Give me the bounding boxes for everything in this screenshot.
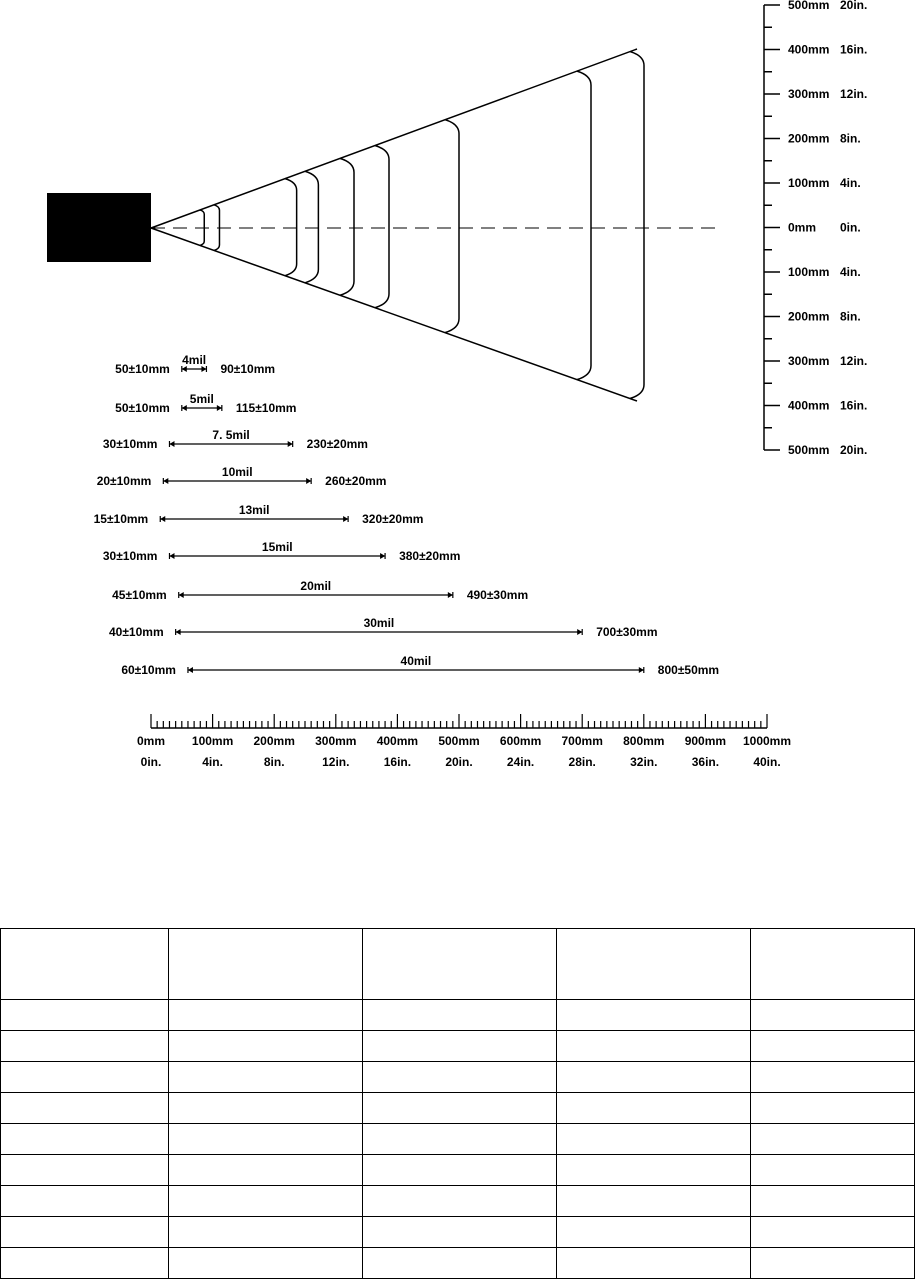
- bottom-scale-mm-label: 700mm: [561, 734, 603, 748]
- range-bar-start-arrow: [169, 441, 174, 447]
- table-cell: [557, 1248, 751, 1279]
- table-cell: [363, 929, 557, 1000]
- range-arc: [375, 145, 389, 307]
- table-cell: [1, 1217, 169, 1248]
- table-cell: [751, 1186, 915, 1217]
- table-cell: [1, 1155, 169, 1186]
- table-row: [1, 1031, 915, 1062]
- right-scale-mm-label: 100mm: [788, 265, 830, 279]
- table-cell: [169, 1155, 363, 1186]
- scanner-body: [47, 193, 151, 262]
- bottom-scale-mm-label: 200mm: [253, 734, 295, 748]
- table-cell: [557, 1031, 751, 1062]
- right-scale-mm-label: 500mm: [788, 0, 830, 12]
- range-near-label: 30±10mm: [102, 549, 158, 563]
- range-mil-label: 4mil: [182, 353, 207, 367]
- table-cell: [169, 1093, 363, 1124]
- right-scale-inch-label: 16in.: [840, 398, 868, 413]
- bottom-scale-inch-label: 0in.: [140, 755, 162, 769]
- range-arc: [285, 179, 297, 276]
- range-mil-label: 10mil: [221, 465, 253, 479]
- bottom-scale-mm-label: 400mm: [376, 734, 419, 748]
- range-row: [103, 428, 368, 451]
- range-near-label: 50±10mm: [115, 401, 170, 415]
- table-row: [1, 1062, 915, 1093]
- range-near-label: 60±10mm: [121, 663, 176, 677]
- range-bar-start-arrow: [176, 629, 181, 635]
- bottom-scale-mm-label: 800mm: [623, 734, 665, 748]
- bottom-scale-inch-label: 4in.: [202, 755, 223, 769]
- range-bars: [94, 353, 719, 677]
- table-row: [1, 1000, 915, 1031]
- bottom-scale-inch-label: 16in.: [383, 755, 412, 769]
- table-cell: [557, 929, 751, 1000]
- range-mil-label: 7. 5mil: [212, 428, 250, 442]
- table-row: [1, 1248, 915, 1279]
- right-scale-mm-label: 300mm: [788, 87, 830, 101]
- right-scale-mm-label: 300mm: [788, 354, 830, 368]
- spec-table: [0, 928, 915, 1279]
- bottom-scale-mm-label: 0mm: [136, 734, 166, 748]
- range-mil-label: 5mil: [189, 392, 214, 406]
- range-bar-start-arrow: [160, 516, 165, 522]
- right-scale-mm-label: 200mm: [788, 131, 830, 146]
- table-cell: [363, 1124, 557, 1155]
- bottom-scale-mm-label: 600mm: [499, 734, 542, 748]
- range-far-label: 260±20mm: [325, 474, 387, 488]
- range-far-label: 490±30mm: [466, 588, 529, 602]
- table-cell: [363, 1093, 557, 1124]
- range-bar-end-arrow: [288, 441, 293, 447]
- bottom-scale-inch-label: 36in.: [691, 755, 720, 769]
- range-row: [115, 353, 275, 376]
- table-cell: [169, 929, 363, 1000]
- table-cell: [169, 1000, 363, 1031]
- right-scale-inch-label: 16in.: [840, 42, 868, 57]
- range-bar-start-arrow: [188, 667, 193, 673]
- range-bar-start-arrow: [179, 592, 184, 598]
- table-cell: [1, 929, 169, 1000]
- bottom-scale-inch-label: 20in.: [445, 755, 473, 769]
- range-bar-end-arrow: [448, 592, 453, 598]
- range-arc: [630, 52, 644, 399]
- table-cell: [363, 1031, 557, 1062]
- table-cell: [363, 1155, 557, 1186]
- range-bar-end-arrow: [380, 553, 385, 559]
- right-scale-mm-label: 100mm: [788, 176, 830, 190]
- range-far-label: 380±20mm: [399, 549, 461, 563]
- right-scale-inch-label: 8in.: [840, 131, 861, 146]
- range-row: [112, 579, 528, 602]
- right-scale-inch-label: 20in.: [840, 0, 868, 12]
- table-cell: [1, 1062, 169, 1093]
- bottom-scale: [137, 714, 791, 769]
- table-cell: [557, 1062, 751, 1093]
- range-mil-label: 15mil: [261, 540, 293, 554]
- range-bar-end-arrow: [639, 667, 644, 673]
- range-mil-label: 30mil: [363, 616, 395, 630]
- table-cell: [751, 1062, 915, 1093]
- table-cell: [557, 1155, 751, 1186]
- scan-cone: [151, 49, 718, 401]
- table-cell: [363, 1000, 557, 1031]
- table-cell: [169, 1031, 363, 1062]
- range-row: [109, 616, 657, 639]
- range-far-label: 90±10mm: [220, 362, 276, 376]
- range-arc: [577, 71, 591, 380]
- table-cell: [363, 1186, 557, 1217]
- table-cell: [1, 1248, 169, 1279]
- range-bar-start-arrow: [163, 478, 168, 484]
- range-near-label: 15±10mm: [93, 512, 149, 526]
- range-bar-end-arrow: [306, 478, 311, 484]
- range-near-label: 50±10mm: [115, 362, 170, 376]
- table-cell: [363, 1062, 557, 1093]
- range-far-label: 230±20mm: [306, 437, 368, 451]
- right-scale-mm-label: 200mm: [788, 309, 830, 324]
- range-near-label: 40±10mm: [109, 625, 164, 639]
- table-cell: [169, 1186, 363, 1217]
- range-arc: [445, 120, 459, 333]
- range-bar-end-arrow: [343, 516, 348, 522]
- bottom-scale-inch-label: 24in.: [506, 755, 535, 769]
- range-far-label: 320±20mm: [362, 512, 424, 526]
- range-row: [94, 503, 424, 526]
- table-cell: [751, 1217, 915, 1248]
- table-cell: [169, 1248, 363, 1279]
- range-far-label: 700±30mm: [596, 625, 658, 639]
- table-cell: [557, 1093, 751, 1124]
- table-cell: [1, 1093, 169, 1124]
- table-row: [1, 1186, 915, 1217]
- table-cell: [169, 1217, 363, 1248]
- range-row: [115, 392, 296, 415]
- right-scale-inch-label: 8in.: [840, 309, 861, 324]
- right-scale-mm-label: 0mm: [788, 220, 817, 235]
- right-scale: [764, 0, 867, 457]
- right-scale-mm-label: 400mm: [788, 42, 830, 57]
- table-cell: [557, 1217, 751, 1248]
- range-bar-end-arrow: [577, 629, 582, 635]
- table-cell: [751, 1155, 915, 1186]
- right-scale-inch-label: 0in.: [840, 220, 861, 235]
- table-cell: [751, 1124, 915, 1155]
- bottom-scale-inch-label: 12in.: [322, 755, 350, 769]
- table-cell: [1, 1000, 169, 1031]
- bottom-scale-mm-label: 500mm: [438, 734, 480, 748]
- table-cell: [751, 1093, 915, 1124]
- table-row: [1, 1093, 915, 1124]
- table-cell: [751, 1000, 915, 1031]
- table-cell: [169, 1124, 363, 1155]
- bottom-scale-mm-label: 300mm: [315, 734, 357, 748]
- bottom-scale-mm-label: 100mm: [191, 734, 234, 748]
- table-cell: [751, 929, 915, 1000]
- range-row: [121, 654, 719, 677]
- cone-top-edge: [151, 49, 637, 228]
- bottom-scale-inch-label: 32in.: [630, 755, 658, 769]
- range-near-label: 20±10mm: [96, 474, 152, 488]
- range-mil-label: 13mil: [238, 503, 270, 517]
- table-cell: [1, 1031, 169, 1062]
- range-bar-start-arrow: [169, 553, 174, 559]
- table-cell: [169, 1062, 363, 1093]
- range-far-label: 800±50mm: [657, 663, 720, 677]
- right-scale-mm-label: 400mm: [788, 398, 830, 413]
- bottom-scale-inch-label: 8in.: [263, 755, 285, 769]
- bottom-scale-inch-label: 28in.: [568, 755, 596, 769]
- range-arc: [305, 171, 318, 283]
- range-far-label: 115±10mm: [235, 401, 297, 415]
- right-scale-inch-label: 4in.: [840, 265, 861, 279]
- table-cell: [557, 1000, 751, 1031]
- range-near-label: 45±10mm: [112, 588, 167, 602]
- range-mil-label: 40mil: [400, 654, 432, 668]
- table-cell: [557, 1124, 751, 1155]
- range-row: [103, 540, 461, 563]
- table-cell: [751, 1031, 915, 1062]
- bottom-scale-inch-label: 40in.: [753, 755, 781, 769]
- range-bar-start-arrow: [182, 405, 187, 411]
- table-cell: [751, 1248, 915, 1279]
- table-row: [1, 1217, 915, 1248]
- table-row: [1, 1155, 915, 1186]
- bottom-scale-mm-label: 900mm: [684, 734, 727, 748]
- table-cell: [1, 1124, 169, 1155]
- table-row: [1, 1124, 915, 1155]
- right-scale-inch-label: 20in.: [840, 443, 868, 457]
- right-scale-mm-label: 500mm: [788, 443, 830, 457]
- range-row: [97, 465, 387, 488]
- table-cell: [1, 1186, 169, 1217]
- range-near-label: 30±10mm: [102, 437, 158, 451]
- table-cell: [363, 1248, 557, 1279]
- range-arc: [340, 158, 354, 295]
- right-scale-inch-label: 12in.: [840, 354, 868, 368]
- table-header-row: [1, 929, 915, 1000]
- right-scale-inch-label: 4in.: [840, 176, 861, 190]
- bottom-scale-mm-label: 1000mm: [742, 734, 792, 748]
- table-cell: [557, 1186, 751, 1217]
- table-cell: [363, 1217, 557, 1248]
- range-mil-label: 20mil: [300, 579, 332, 593]
- range-bar-end-arrow: [217, 405, 222, 411]
- right-scale-inch-label: 12in.: [840, 87, 868, 101]
